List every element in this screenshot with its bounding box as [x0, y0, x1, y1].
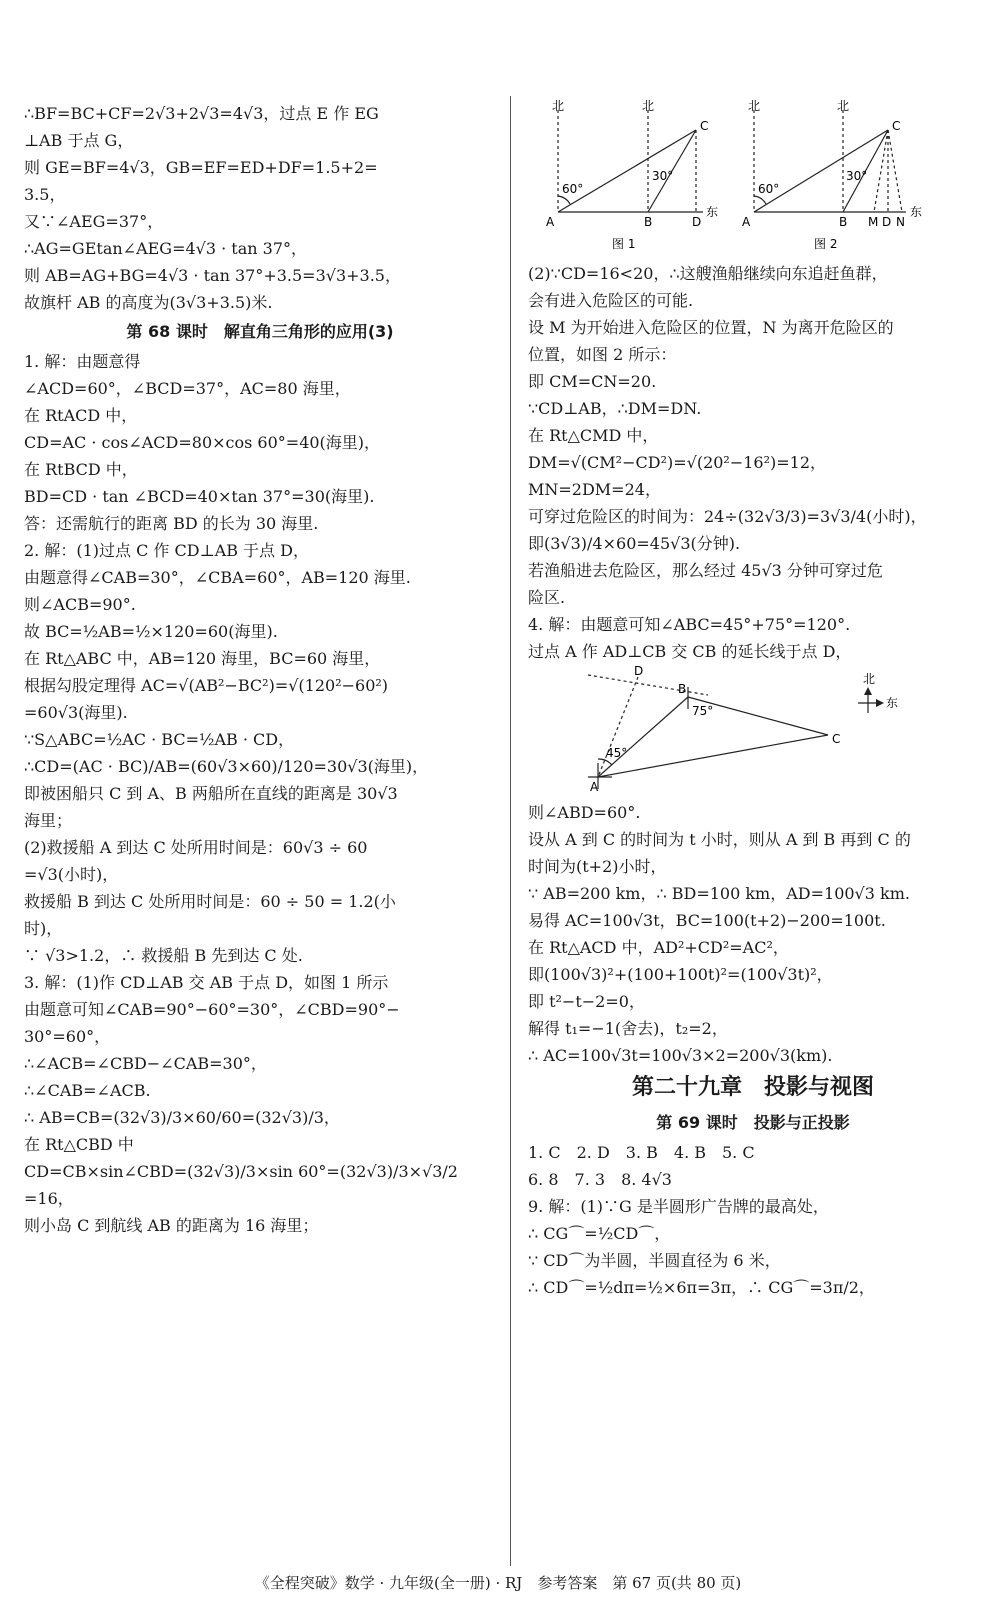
angle-label: 60°	[758, 182, 780, 196]
east-label: 东	[910, 205, 923, 219]
column-divider	[510, 96, 511, 1566]
text-line: ∵ CD⌒为半圆，半圆直径为 6 米，	[528, 1251, 781, 1270]
north-label: 北	[863, 672, 876, 686]
text-line: 时间为(t+2)小时，	[528, 857, 667, 876]
text-line: =16，	[24, 1189, 74, 1208]
point-label: M	[868, 215, 879, 229]
left-column	[24, 100, 496, 1239]
point-label: D	[692, 215, 702, 229]
north-label: 北	[837, 100, 850, 113]
text-line: ∴ CD⌒=½dπ=½×6π=3π，∴ CG⌒=3π/2，	[528, 1278, 875, 1297]
text-line: ∠ACD=60°，∠BCD=37°，AC=80 海里，	[24, 379, 351, 398]
text-line: ∴ AB=CB=(32√3)/3×60/60=(32√3)/3，	[24, 1108, 340, 1127]
text-line: 则 GE=BF=4√3，GB=EF=ED+DF=1.5+2=	[24, 158, 378, 177]
text-line: ∴BF=BC+CF=2√3+2√3=4√3，过点 E 作 EG	[24, 104, 379, 123]
text-line: 根据勾股定理得 AC=√(AB²−BC²)=√(120²−60²)	[24, 676, 389, 695]
text-line: 30°=60°，	[24, 1027, 111, 1046]
east-label: 东	[886, 696, 899, 710]
text-line: 即(100√3)²+(100+100t)²=(100√3t)²，	[528, 965, 833, 984]
point-label: B	[678, 682, 687, 696]
text-line: 即 t²−t−2=0，	[528, 992, 645, 1011]
text-line: 则∠ACB=90°.	[24, 595, 136, 614]
problem-9	[528, 1193, 978, 1301]
text-line: 设 M 为开始进入危险区的位置，N 为离开危险区的	[528, 318, 894, 337]
point-label: A	[546, 215, 555, 229]
text-line: ∴ AC=100√3t=100√3×2=200√3(km).	[528, 1046, 833, 1065]
page-footer: 《全程突破》数学 · 九年级(全一册) · RJ 参考答案 第 67 页(共 80 页)	[254, 1574, 742, 1592]
text-line: ∵ AB=200 km，∴ BD=100 km，AD=100√3 km.	[528, 884, 910, 903]
problem-3	[24, 969, 496, 1239]
text-line: 3.5，	[24, 185, 66, 204]
text-line: ⊥AB 于点 G，	[24, 131, 134, 150]
text-line: 6. 8 7. 3 8. 4√3	[528, 1170, 672, 1189]
text-line: 答：还需航行的距离 BD 的长为 30 海里.	[24, 514, 319, 533]
prev-solution	[24, 100, 496, 316]
text-line: ∴CD=(AC · BC)/AB=(60√3×60)/120=30√3(海里)，	[24, 757, 429, 776]
figure-caption: 图 2	[814, 237, 838, 251]
text-line: ∴∠CAB=∠ACB.	[24, 1081, 151, 1100]
text-line: 救援船 B 到达 C 处所用时间是：60 ÷ 50 = 1.2(小	[24, 892, 396, 911]
east-label: 东	[706, 205, 719, 219]
text-line: DM=√(CM²−CD²)=√(20²−16²)=12，	[528, 453, 827, 472]
text-line: 1. C 2. D 3. B 4. B 5. C	[528, 1143, 755, 1162]
point-label: C	[832, 732, 841, 746]
text-line: 故 BC=½AB=½×120=60(海里).	[24, 622, 278, 641]
text-line: 过点 A 作 AD⊥CB 交 CB 的延长线于点 D，	[528, 642, 852, 661]
short-answers	[528, 1139, 978, 1193]
point-label: B	[839, 215, 848, 229]
angle-label: 30°	[846, 169, 868, 183]
point-label: A	[590, 780, 599, 794]
text-line: 可穿过危险区的时间为：24÷(32√3/3)=3√3/4(小时)，	[528, 507, 927, 526]
text-line: 即(3√3)/4×60=45√3(分钟).	[528, 534, 741, 553]
problem-4	[528, 611, 978, 1069]
text-line: 9. 解：(1)∵G 是半圆形广告牌的最高处，	[528, 1197, 829, 1216]
problem-1	[24, 348, 496, 537]
text-line: 会有进入危险区的可能.	[528, 291, 694, 310]
text-line: 由题意可知∠CAB=90°−60°=30°，∠CBD=90°−	[24, 1000, 400, 1019]
text-line: ∴∠ACB=∠CBD−∠CAB=30°，	[24, 1054, 267, 1073]
text-line: 故旗杆 AB 的高度为(3√3+3.5)米.	[24, 293, 273, 312]
north-label: 北	[642, 100, 655, 113]
text-line: 又∵∠AEG=37°，	[24, 212, 164, 231]
text-line: BD=CD · tan ∠BCD=40×tan 37°=30(海里).	[24, 487, 375, 506]
text-line: CD=CB×sin∠CBD=(32√3)/3×sin 60°=(32√3)/3×√3/2	[24, 1162, 458, 1181]
text-line: 设从 A 到 C 的时间为 t 小时，则从 A 到 B 再到 C 的	[528, 830, 911, 849]
problem-4-diagram	[528, 665, 968, 795]
point-label: C	[700, 119, 709, 133]
text-line: 险区.	[528, 588, 566, 607]
lesson-68-heading: 第 68 课时 解直角三角形的应用(3)	[126, 322, 394, 341]
point-label: N	[896, 215, 905, 229]
text-line: ∴ CG⌒=½CD⌒，	[528, 1224, 671, 1243]
text-line: 在 Rt△ACD 中，AD²+CD²=AC²，	[528, 938, 789, 957]
text-line: 在 Rt△CMD 中，	[528, 426, 659, 445]
text-line: 解得 t₁=−1(舍去)，t₂=2，	[528, 1019, 728, 1038]
text-line: 即被困船只 C 到 A、B 两船所在直线的距离是 30√3	[24, 784, 398, 803]
text-line: 1. 解：由题意得	[24, 352, 141, 371]
figures-1-2	[528, 100, 978, 260]
figure-caption: 图 1	[612, 237, 636, 251]
text-line: ∵ √3>1.2，∴ 救援船 B 先到达 C 处.	[24, 946, 303, 965]
north-label: 北	[552, 100, 565, 113]
angle-label: 75°	[692, 704, 714, 718]
text-line: =√3(小时)，	[24, 865, 119, 884]
point-label: C	[892, 119, 901, 133]
text-line: ∵CD⊥AB，∴DM=DN.	[528, 399, 702, 418]
text-line: 位置，如图 2 所示：	[528, 345, 677, 364]
text-line: 海里；	[24, 811, 73, 830]
text-line: 则∠ABD=60°.	[528, 803, 641, 822]
problem-3-part-2	[528, 260, 978, 611]
text-line: 时)，	[24, 919, 63, 938]
text-line: 2. 解：(1)过点 C 作 CD⊥AB 于点 D，	[24, 541, 309, 560]
text-line: 在 Rt△CBD 中	[24, 1135, 134, 1154]
bearing-diagram	[528, 100, 968, 260]
north-label: 北	[748, 100, 761, 113]
text-line: (2)救援船 A 到达 C 处所用时间是：60√3 ÷ 60	[24, 838, 368, 857]
lesson-69-heading: 第 69 课时 投影与正投影	[656, 1113, 850, 1132]
point-label: B	[644, 215, 653, 229]
text-line: MN=2DM=24，	[528, 480, 661, 499]
right-column	[528, 100, 978, 1301]
text-line: 在 RtACD 中，	[24, 406, 138, 425]
text-line: CD=AC · cos∠ACD=80×cos 60°=40(海里)，	[24, 433, 381, 452]
text-line: 在 Rt△ABC 中，AB=120 海里，BC=60 海里，	[24, 649, 381, 668]
angle-label: 60°	[562, 182, 584, 196]
text-line: 则小岛 C 到航线 AB 的距离为 16 海里；	[24, 1216, 319, 1235]
text-line: =60√3(海里).	[24, 703, 128, 722]
point-label: A	[742, 215, 751, 229]
angle-label: 30°	[652, 169, 674, 183]
text-line: 4. 解：由题意可知∠ABC=45°+75°=120°.	[528, 615, 851, 634]
text-line: ∵S△ABC=½AC · BC=½AB · CD，	[24, 730, 295, 749]
text-line: 即 CM=CN=20.	[528, 372, 657, 391]
angle-label: 45°	[606, 746, 628, 760]
text-line: 则 AB=AG+BG=4√3 · tan 37°+3.5=3√3+3.5，	[24, 266, 401, 285]
problem-2	[24, 537, 496, 969]
text-line: ∴AG=GEtan∠AEG=4√3 · tan 37°，	[24, 239, 308, 258]
text-line: 若渔船进去危险区，那么经过 45√3 分钟可穿过危	[528, 561, 883, 580]
point-label: D	[634, 665, 644, 678]
point-label: D	[882, 215, 892, 229]
text-line: 3. 解：(1)作 CD⊥AB 交 AB 于点 D，如图 1 所示	[24, 973, 389, 992]
text-line: 在 RtBCD 中，	[24, 460, 138, 479]
text-line: (2)∵CD=16<20，∴这艘渔船继续向东追赶鱼群，	[528, 264, 888, 283]
text-line: 由题意得∠CAB=30°，∠CBA=60°，AB=120 海里.	[24, 568, 411, 587]
text-line: 易得 AC=100√3t，BC=100(t+2)−200=100t.	[528, 911, 886, 930]
chapter-heading: 第二十九章 投影与视图	[631, 1075, 874, 1100]
